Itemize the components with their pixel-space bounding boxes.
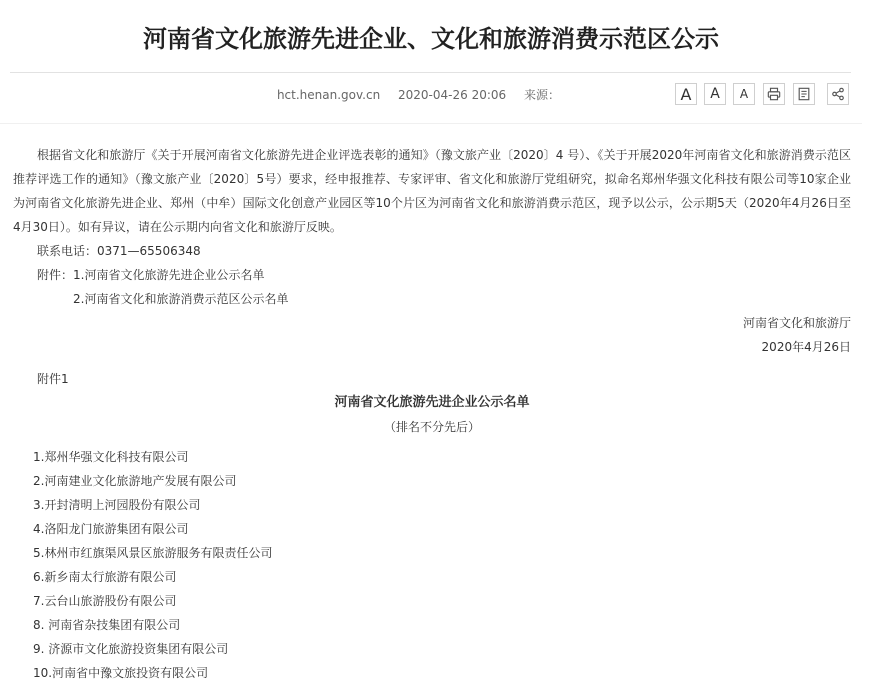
share-button[interactable]	[827, 83, 849, 105]
contact-phone: 联系电话：0371—65506348	[37, 244, 201, 258]
print-button[interactable]	[763, 83, 785, 105]
appendix-label: 附件1	[37, 372, 69, 386]
font-medium-button[interactable]: A	[704, 83, 726, 105]
list-subtitle: （排名不分先后）	[383, 420, 480, 434]
list-item: 5.林州市红旗渠风景区旅游服务有限责任公司	[33, 546, 273, 560]
attachment-item: 2.河南省文化和旅游消费示范区公示名单	[73, 292, 289, 306]
list-item: 6.新乡南太行旅游有限公司	[33, 570, 177, 584]
article-title: 河南省文化旅游先进企业、文化和旅游消费示范区公示	[143, 25, 719, 53]
divider	[10, 72, 851, 73]
article-body	[13, 143, 851, 685]
company-list	[13, 445, 851, 685]
document-icon	[797, 87, 811, 101]
source-label: 来源：	[523, 88, 560, 102]
list-item: 8. 河南省杂技集团有限公司	[33, 618, 181, 632]
list-item: 2.河南建业文化旅游地产发展有限公司	[33, 474, 237, 488]
publish-datetime: 2020-04-26 20:06	[398, 88, 507, 102]
main-paragraph: 根据省文化和旅游厅《关于开展河南省文化旅游先进企业评选表彰的通知》（豫文旅产业〔2020〕4 号）、《关于开展2020年河南省文化和旅游消费示范区推荐评选工作的通知》（豫文旅产业〔2020〕5号）要求，经申报推荐、专家评审、省文化和旅游厅党组研究，拟命名郑州华强文化科技有限公司等10家企业为河南省文化旅游先进企业、郑州（中牟）国际文化创意产业园区等10个片区为河南省文化和旅游消费示范区，现予以公示，公示期5天（2020年4月26日至4月30日）。如有异议，请在公示期内向省文化和旅游厅反映。	[13, 148, 851, 234]
list-item: 4.洛阳龙门旅游集团有限公司	[33, 522, 189, 536]
list-item: 3.开封清明上河园股份有限公司	[33, 498, 201, 512]
attachment-item: 附件：1.河南省文化旅游先进企业公示名单	[37, 268, 265, 282]
share-icon	[831, 87, 845, 101]
font-large-button[interactable]: A	[675, 83, 697, 105]
list-title: 河南省文化旅游先进企业公示名单	[334, 395, 530, 410]
divider	[0, 123, 862, 124]
article-meta	[0, 86, 560, 104]
source-site: hct.henan.gov.cn	[276, 88, 381, 102]
list-item: 9. 济源市文化旅游投资集团有限公司	[33, 642, 229, 656]
document-button[interactable]	[793, 83, 815, 105]
list-item: 10.河南省中豫文旅投资有限公司	[33, 666, 209, 680]
signature: 河南省文化和旅游厅	[742, 316, 851, 330]
list-item: 7.云台山旅游股份有限公司	[33, 594, 177, 608]
print-icon	[767, 87, 781, 101]
signature-date: 2020年4月26日	[761, 340, 851, 354]
font-small-button[interactable]: A	[733, 83, 755, 105]
list-item: 1.郑州华强文化科技有限公司	[33, 450, 189, 464]
